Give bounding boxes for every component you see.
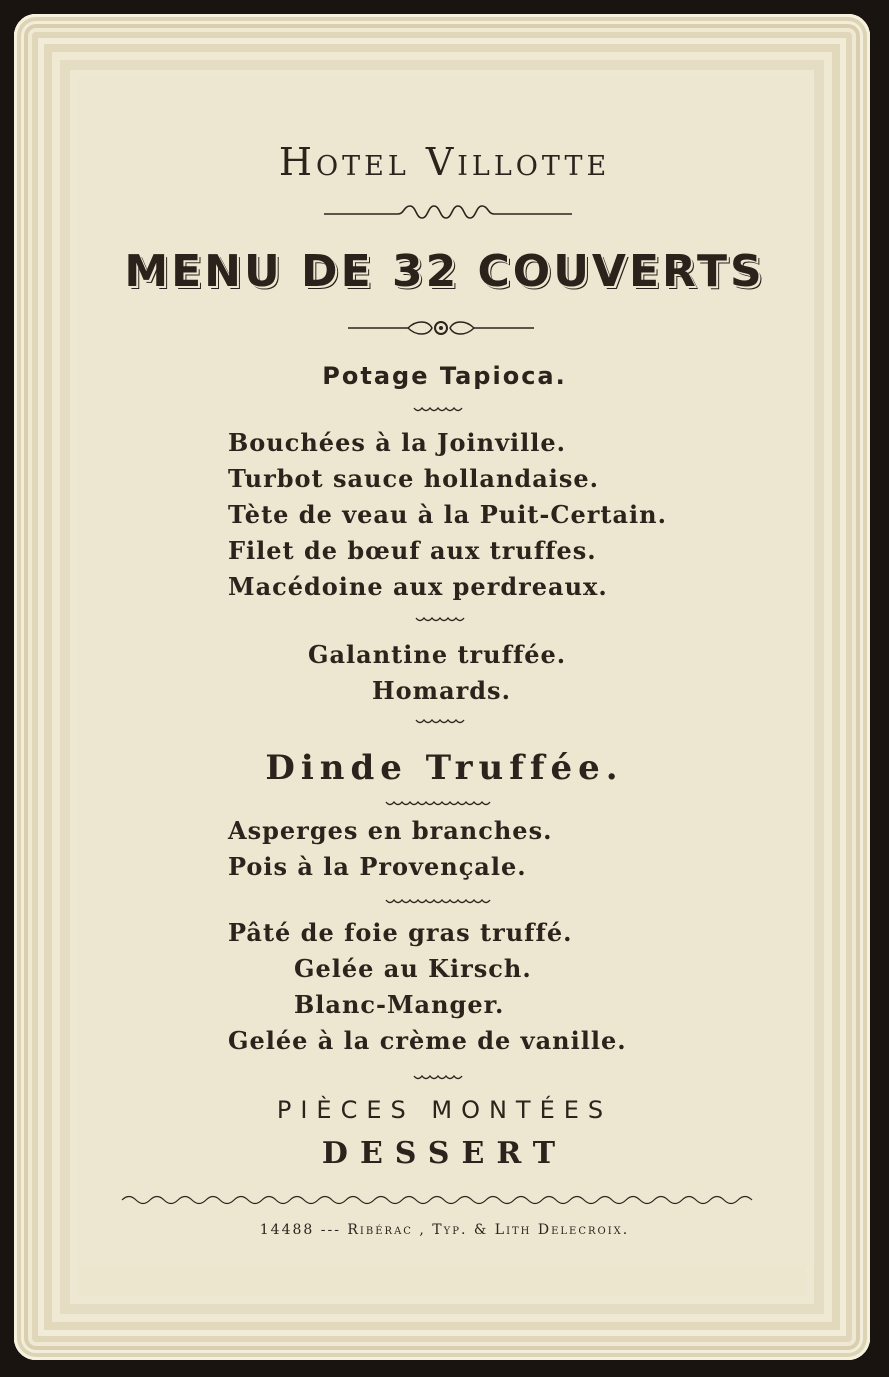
dish-gelee-kirsch: Gelée au Kirsch. <box>294 954 532 983</box>
dish-homards: Homards. <box>372 676 511 705</box>
printer-imprint: 14488 --- Ribérac , Typ. & Lith Delecroix. <box>259 1222 630 1238</box>
hotel-name: Hotel Villotte <box>278 140 611 184</box>
dish-2: Turbot sauce hollandaise. <box>228 464 600 493</box>
dish-3: Tète de veau à la Puit-Certain. <box>228 500 667 529</box>
dish-pate: Pâté de foie gras truffé. <box>228 918 573 947</box>
dish-galantine: Galantine truffée. <box>308 640 567 669</box>
pieces-montees: PIÈCES MONTÉES <box>276 1096 613 1124</box>
course-potage: Potage Tapioca. <box>322 362 567 390</box>
menu-title: MENU DE 32 COUVERTS <box>124 246 765 297</box>
dish-1: Bouchées à la Joinville. <box>228 428 566 457</box>
wave-rule <box>120 1192 760 1206</box>
squiggle-5 <box>384 896 492 906</box>
dish-pois: Pois à la Provençale. <box>228 852 527 881</box>
dish-blanc-manger: Blanc-Manger. <box>294 990 505 1019</box>
dish-asperges: Asperges en branches. <box>228 816 553 845</box>
dish-gelee-vanille: Gelée à la crème de vanille. <box>228 1026 627 1055</box>
squiggle-4 <box>384 798 492 808</box>
ornament-divider-1 <box>320 202 576 222</box>
squiggle-1 <box>412 404 466 414</box>
ornament-divider-2 <box>346 316 536 340</box>
dessert: DESSERT <box>321 1136 568 1171</box>
course-roast: Dinde Truffée. <box>265 748 624 788</box>
squiggle-3 <box>414 716 468 726</box>
dish-5: Macédoine aux perdreaux. <box>228 572 608 601</box>
squiggle-6 <box>412 1072 466 1082</box>
dish-4: Filet de bœuf aux truffes. <box>228 536 597 565</box>
squiggle-2 <box>414 614 468 624</box>
